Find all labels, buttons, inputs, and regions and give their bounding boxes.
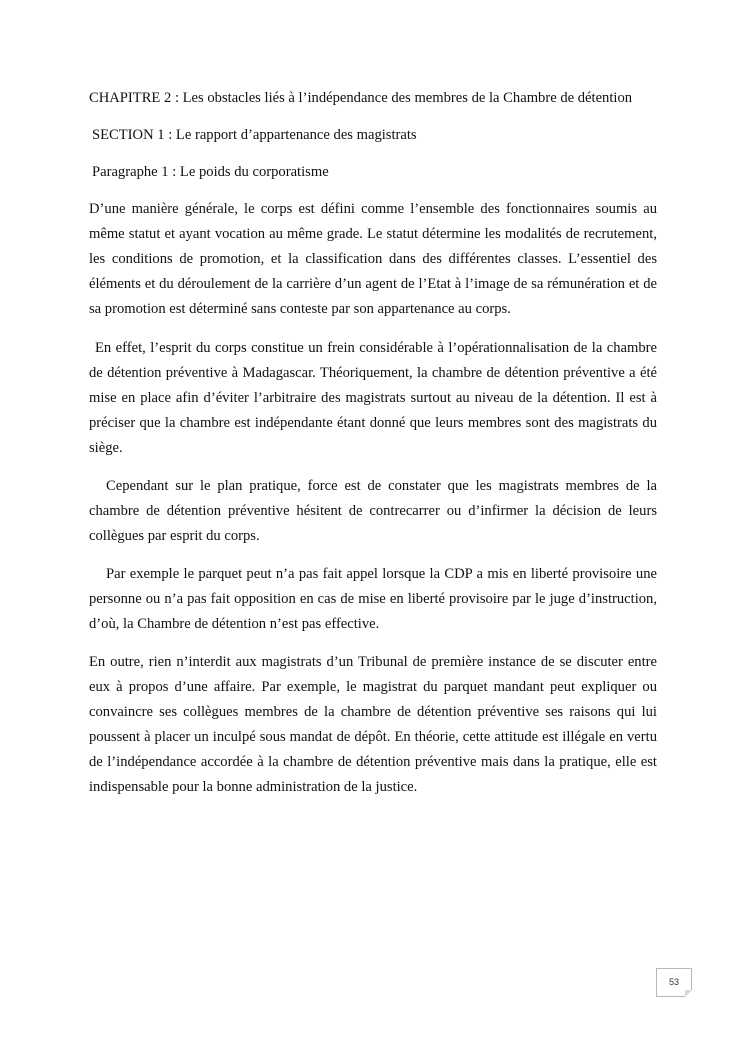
section-title: SECTION 1 : Le rapport d’appartenance des magistrats: [92, 127, 417, 143]
body-paragraph-4: Par exemple le parquet peut n’a pas fait appel lorsque la CDP a mis en liberté provisoire une personne ou n’a pas fait opposition en cas de mise en liberté provisoire par le juge d’instruction, d’où, la Chambre de détention n’est pas effective.: [89, 566, 657, 632]
body-paragraph-2: En effet, l’esprit du corps constitue un frein considérable à l’opérationnalisation de la chambre de détention préventive à Madagascar. Théoriquement, la chambre de détention préventive a été mise en place afin d’éviter l’arbitraire des magistrats surtout au niveau de la détention. Il est à préciser que la chambre est indépendante étant donné que leurs membres sont des magistrats du siège.: [89, 340, 657, 456]
body-paragraph-5: En outre, rien n’interdit aux magistrats d’un Tribunal de première instance de se discuter entre eux à propos d’une affaire. Par exemple, le magistrat du parquet mandant peut expliquer ou convaincre ses collègues membres de la chambre de détention préventive ses raisons qui lui poussent à placer un inculpé sous mandat de dépôt. En théorie, cette attitude est illégale en vertu de l’indépendance accordée à la chambre de détention préventive mais dans la pratique, elle est indispensable pour la bonne administration de la justice.: [89, 654, 657, 795]
body-paragraph-1: D’une manière générale, le corps est défini comme l’ensemble des fonctionnaires soumis au même statut et ayant vocation au même grade. Le statut détermine les modalités de recrutement, les conditions de promotion, et la classification dans des différentes classes. L’essentiel des éléments et du déroulement de la carrière d’un agent de l’Etat à l’image de sa rémunération et de sa promotion est déterminé sans conteste par son appartenance au corps.: [89, 201, 657, 317]
chapter-title: CHAPITRE 2 : Les obstacles liés à l’indépendance des membres de la Chambre de détention: [89, 90, 633, 106]
page-content: [89, 86, 657, 813]
page-fold-cover: [685, 990, 692, 997]
page-number-box: [656, 968, 692, 997]
page-number: 53: [668, 977, 679, 987]
body-paragraph-3: Cependant sur le plan pratique, force est de constater que les magistrats membres de la chambre de détention préventive hésitent de contrecarrer ou d’infirmer la décision de leurs collègues par esprit du corps.: [89, 478, 657, 544]
paragraph-title: Paragraphe 1 : Le poids du corporatisme: [92, 164, 329, 180]
